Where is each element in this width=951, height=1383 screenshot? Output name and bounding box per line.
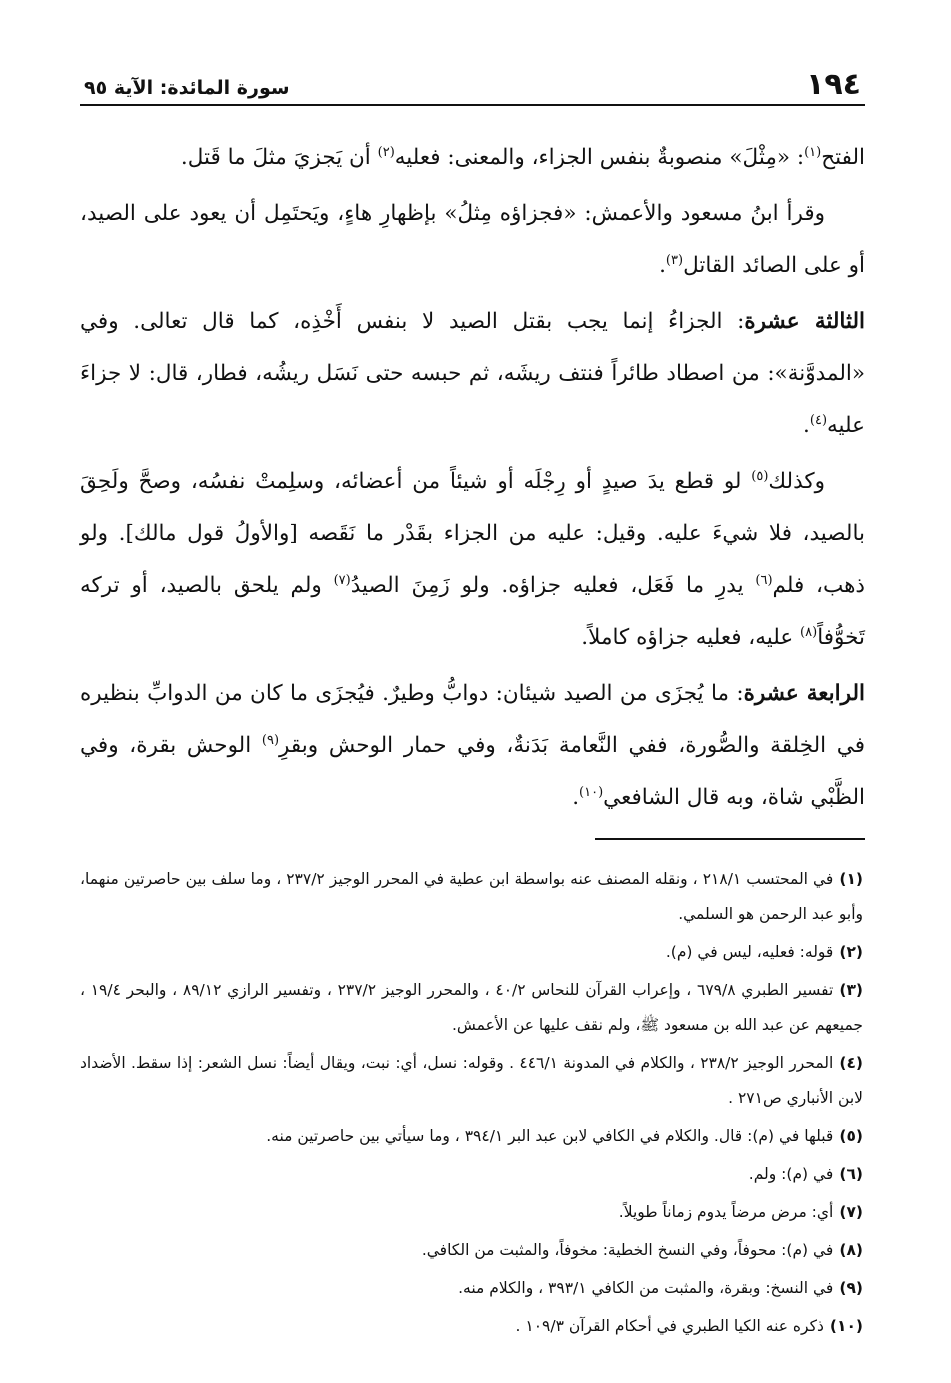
footnote-text: المحرر الوجيز ٢٣٨/٢ ، والكلام في المدونة ٤٤٦/١ . وقوله: نسل، أي: نبت، ويقال أيضاً: نسل الشعر: إذا سقط. الأضداد لابن الأنباري ص٢٧١ . xyxy=(80,1054,863,1107)
footnote-number: (٢) xyxy=(839,943,863,961)
footnote-number: (٣) xyxy=(839,981,863,999)
footnote-ref[interactable]: (٩) xyxy=(261,732,280,748)
footnote-separator xyxy=(595,838,865,840)
footnote-item xyxy=(80,1309,865,1344)
footnote-ref[interactable]: (٥) xyxy=(751,468,769,484)
text-run: . xyxy=(803,413,810,438)
footnote-item xyxy=(80,1157,865,1192)
footnote-ref[interactable]: (٢) xyxy=(377,144,395,160)
text-run: : الجزاءُ إنما يجب بقتل الصيد لا بنفس أَخْذِه، كما قال تعالى. وفي «المدوَّنة»: من اصطاد طائراً فنتف ريشَه، ثم حبسه حتى نَسَل ريشُه، فطار، قال: لا جزاءَ عليه xyxy=(80,309,865,438)
paragraph-5 xyxy=(80,668,865,824)
text-run: لو قطع يدَ صيدٍ أو رِجْلَه أو شيئاً من أعضائه، وسلِمتْ نفسُه، وصحَّ ولَحِقَ بالصيد، فلا شيءَ عليه. وقيل: عليه من الجزاء بقَدْر ما نَقَصه [والأولُ قول مالك]. ولو ذهب، فلم xyxy=(80,469,865,598)
section-heading: الرابعة عشرة xyxy=(743,681,865,706)
footnote-text: في النسخ: وبقرة، والمثبت من الكافي ٣٩٣/١ ، والكلام منه. xyxy=(458,1279,834,1297)
footnote-item xyxy=(80,973,865,1043)
section-heading: الثالثة عشرة xyxy=(744,309,865,334)
text-run: عليه، فعليه جزاؤه كاملاً. xyxy=(581,625,801,650)
text-run: أن يَجزيَ مثلَ ما قَتل. xyxy=(180,145,378,170)
footnote-number: (٤) xyxy=(839,1054,863,1072)
text-run: وقرأ ابنُ مسعود والأعمش: «فجزاؤه مِثلُ» بإظهارِ هاءٍ، ويَحتَمِل أن يعود على الصيد، أو على الصائد القاتل xyxy=(80,201,865,278)
text-run: : ما يُجزَى من الصيد شيئان: دوابُّ وطيرٌ. فيُجزَى ما كان من الدوابِّ بنظيره في الخِلقة والصُّورة، ففي النَّعامة بَدَنةٌ، وفي حمار الوحش وبقرِ xyxy=(80,681,865,758)
footnote-item xyxy=(80,1271,865,1306)
footnote-item xyxy=(80,1119,865,1154)
text-run: : «مِثْلَ» منصوبةٌ بنفس الجزاء، والمعنى: فعليه xyxy=(394,145,805,170)
footnote-ref[interactable]: (٣) xyxy=(665,252,684,268)
paragraph-2 xyxy=(80,188,865,292)
footnote-number: (١٠) xyxy=(829,1317,863,1335)
paragraph-4 xyxy=(80,456,865,664)
footnote-text: ذكره عنه الكيا الطبري في أحكام القرآن ١٠٩/٣ . xyxy=(515,1317,824,1335)
footnote-number: (٨) xyxy=(839,1241,863,1259)
text-run: يدرِ ما فَعَل، فعليه جزاؤه. ولو زَمِنَ الصيدُ xyxy=(350,573,756,598)
footnote-number: (١) xyxy=(839,870,864,888)
footnote-text: في المحتسب ٢١٨/١ ، ونقله المصنف عنه بواسطة ابن عطية في المحرر الوجيز ٢٣٧/٢ ، وما سلف بين حاصرتين منهما، وأبو عبد الرحمن هو السلمي. xyxy=(80,870,863,923)
text-run: . xyxy=(659,253,666,278)
footnote-item xyxy=(80,862,865,932)
footnote-ref[interactable]: (٤) xyxy=(809,412,828,428)
text-run: . xyxy=(572,785,580,810)
footnote-text: في (م): ولم. xyxy=(748,1165,834,1183)
footnote-item xyxy=(80,1046,865,1116)
paragraph-1 xyxy=(80,132,865,184)
book-page xyxy=(80,60,865,1347)
footnote-number: (٥) xyxy=(839,1127,863,1145)
text-run: الفتح xyxy=(821,145,865,170)
footnote-number: (٧) xyxy=(839,1203,863,1221)
footnote-text: في (م): محوفاً، وفي النسخ الخطية: مخوفاً، والمثبت من الكافي. xyxy=(421,1241,834,1259)
main-text xyxy=(80,132,865,824)
footnote-ref[interactable]: (١٠) xyxy=(579,784,604,800)
text-run: وكذلك xyxy=(768,469,825,494)
footnote-item xyxy=(80,935,865,970)
footnote-text: قبلها في (م): قال. والكلام في الكافي لابن عبد البر ٣٩٤/١ ، وما سيأتي بين حاصرتين منه. xyxy=(266,1127,834,1145)
paragraph-3 xyxy=(80,296,865,452)
footnote-number: (٦) xyxy=(839,1165,863,1183)
footnote-text: قوله: فعليه، ليس في (م). xyxy=(665,943,834,961)
footnote-item xyxy=(80,1233,865,1268)
running-title: سورة المائدة: الآية ٩٥ xyxy=(84,77,290,99)
footnote-ref[interactable]: (٧) xyxy=(333,572,351,588)
footnote-number: (٩) xyxy=(839,1279,863,1297)
page-number: ١٩٤ xyxy=(806,67,861,102)
footnotes xyxy=(80,862,865,1344)
footnote-text: أي: مرض مرضاً يدوم زماناً طويلاً. xyxy=(618,1203,834,1221)
footnote-item xyxy=(80,1195,865,1230)
footnote-ref[interactable]: (٦) xyxy=(755,572,773,588)
footnote-ref[interactable]: (١) xyxy=(804,144,822,160)
footnote-ref[interactable]: (٨) xyxy=(800,624,818,640)
text-run: الوحش بقرة، وفي الظَّبْي شاة، وبه قال الشافعي xyxy=(80,733,865,810)
page-header xyxy=(80,60,865,106)
text-run: ولم يلحق بالصيد، أو تركه تَخوُّفاً xyxy=(80,573,865,650)
footnote-text: تفسير الطبري ٦٧٩/٨ ، وإعراب القرآن للنحاس ٤٠/٢ ، والمحرر الوجيز ٢٣٧/٢ ، وتفسير الرازي ٨٩/١٢ ، والبحر ١٩/٤ ، جميعهم عن عبد الله بن مسعود ﷺ، ولم نقف عليها عن الأعمش. xyxy=(80,981,863,1034)
